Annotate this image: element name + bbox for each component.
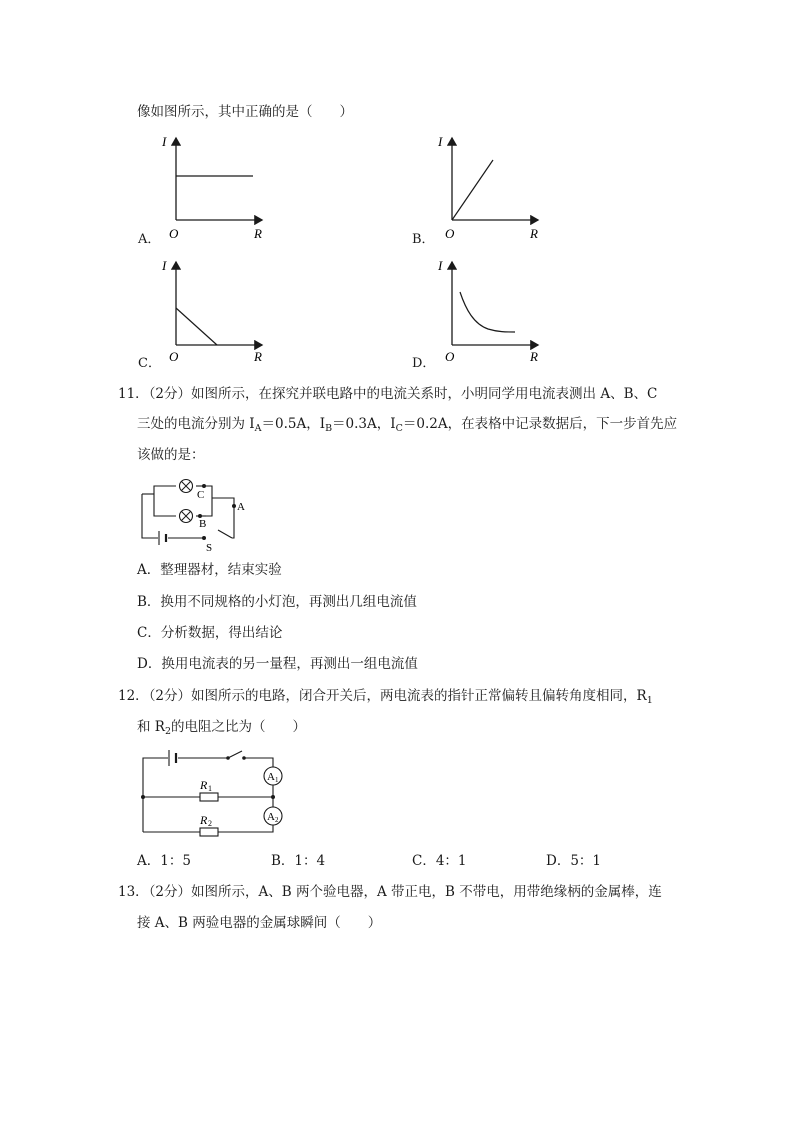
q12-option-c[interactable]: C．4：1: [412, 853, 467, 869]
q10-d-origin: O: [445, 349, 455, 364]
q12-r2-sub: 2: [164, 726, 172, 737]
q12-text2-post: 的电阻之比为（ ）: [171, 719, 307, 735]
q11-option-d[interactable]: D．换用电流表的另一量程，再测出一组电流值: [137, 656, 418, 672]
q10-c-axis-i: I: [162, 258, 167, 273]
q10-b-origin: O: [445, 226, 455, 241]
q12-text2-pre: 和 R: [137, 719, 165, 735]
q10-graph-a: [160, 134, 270, 244]
q11-label-a: A: [237, 501, 245, 513]
q12-a1-sub: 1: [275, 776, 279, 784]
q12-line1: [118, 687, 653, 710]
q10-curve-c: [176, 308, 217, 345]
ammeter-a1-icon: [264, 767, 282, 785]
q10-c-axis-r: R: [254, 349, 262, 364]
q12-option-b[interactable]: B．1：4: [271, 853, 326, 869]
q10-curve-b: [452, 160, 493, 220]
q11-ib-sub: B: [325, 423, 333, 434]
q11-ic-sub: C: [395, 423, 403, 434]
q13-line2: 接 A、B 两验电器的金属球瞬间（ ）: [137, 915, 382, 931]
q10-b-axis-i: I: [438, 134, 443, 149]
lamp-c-icon: [180, 480, 193, 493]
q12-a1-letter: A: [267, 771, 275, 783]
q12-r2-letter: R: [200, 813, 208, 827]
lamp-b-icon: [180, 510, 193, 523]
q11-text2-post: ＝0.2A，在表格中记录数据后，下一步首先应: [402, 416, 678, 432]
q13-number: 13．: [118, 884, 149, 900]
q10-stem-tail: 像如图所示，其中正确的是（ ）: [137, 104, 353, 120]
q12-number: 12．: [118, 688, 149, 704]
q10-option-d-label[interactable]: D．: [412, 356, 436, 371]
q12-option-d[interactable]: D．5：1: [546, 853, 602, 869]
q11-line3: 该做的是：: [137, 447, 205, 463]
q10-a-origin: O: [169, 226, 179, 241]
q12-a2-sub: 2: [275, 816, 279, 824]
q12-r1-sub: 1: [646, 695, 653, 706]
q11-label-c: C: [197, 489, 205, 501]
q12-text1: 如图所示的电路，闭合开关后，两电流表的指针正常偏转且偏转角度相同，R: [191, 688, 647, 704]
q10-option-b-label[interactable]: B．: [412, 232, 435, 247]
q10-graph-c: [160, 258, 270, 368]
q11-ia-sub: A: [254, 423, 262, 434]
q11-text2-pre: 三处的电流分别为 I: [137, 416, 255, 432]
q11-number: 11．: [118, 386, 149, 402]
q10-b-axis-r: R: [530, 226, 538, 241]
q12-a2-letter: A: [267, 811, 275, 823]
q11-ib-val: ＝0.3A，I: [332, 416, 396, 432]
q11-option-c[interactable]: C．分析数据，得出结论: [137, 625, 283, 641]
q10-c-origin: O: [169, 349, 179, 364]
q11-ia-val: ＝0.5A，I: [261, 416, 326, 432]
q10-option-c-label[interactable]: C．: [138, 356, 161, 371]
q11-points: （2分）: [148, 386, 192, 402]
q11-line2: [137, 415, 677, 438]
q11-label-b: B: [199, 518, 207, 530]
r1-resistor-icon: [200, 793, 218, 801]
q10-a-axis-i: I: [162, 134, 167, 149]
q12-r2-letter-sub: 2: [208, 819, 212, 828]
r2-resistor-icon: [200, 828, 218, 836]
q13-line1: [118, 883, 662, 901]
q12-circuit-diagram: [138, 745, 288, 840]
q11-option-a[interactable]: A．整理器材，结束实验: [137, 562, 282, 578]
q12-points: （2分）: [148, 688, 192, 704]
q10-graph-d: [436, 258, 546, 368]
q10-option-a-label[interactable]: A．: [138, 232, 161, 247]
q11-text1: 如图所示，在探究并联电路中的电流关系时，小明同学用电流表测出 A、B、C: [191, 386, 658, 402]
q13-text1: 如图所示，A、B 两个验电器，A 带正电，B 不带电，用带绝缘柄的金属棒，连: [191, 884, 662, 900]
battery-icon: [159, 531, 166, 545]
q11-line1: [118, 385, 657, 403]
q11-option-b[interactable]: B．换用不同规格的小灯泡，再测出几组电流值: [137, 594, 417, 610]
q12-option-a[interactable]: A．1：5: [137, 853, 191, 869]
q13-points: （2分）: [148, 884, 192, 900]
battery-icon: [169, 750, 176, 766]
q12-r1-letter: R: [200, 778, 208, 792]
q12-line2: [137, 718, 306, 741]
q10-graph-b: [436, 134, 546, 244]
q11-circuit-diagram: [138, 472, 258, 554]
q12-r1-letter-sub: 1: [208, 784, 212, 793]
q10-d-axis-r: R: [530, 349, 538, 364]
q11-label-s: S: [206, 542, 213, 554]
q10-d-axis-i: I: [438, 258, 443, 273]
q10-a-axis-r: R: [254, 226, 262, 241]
ammeter-a2-icon: [264, 807, 282, 825]
q10-curve-d: [460, 292, 515, 332]
